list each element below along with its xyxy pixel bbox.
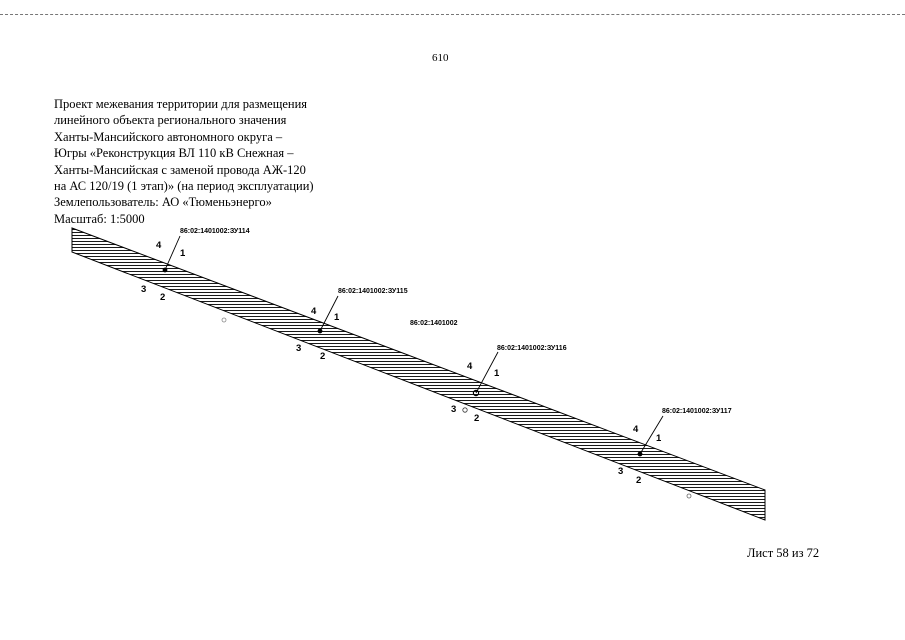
point-label-1: 1 bbox=[656, 433, 662, 444]
point-label-3: 3 bbox=[296, 343, 302, 354]
title-line: линейного объекта регионального значения bbox=[54, 113, 287, 128]
cadastral-quarter-label: 86:02:1401002 bbox=[410, 320, 458, 327]
plot-label: 86:02:1401002:ЗУ116 bbox=[497, 345, 567, 352]
plot-point-dot bbox=[638, 452, 643, 457]
title-line: Ханты-Мансийская с заменой провода АЖ-120 bbox=[54, 162, 306, 177]
map-marker-circle bbox=[687, 494, 691, 498]
page-number: 610 bbox=[432, 52, 449, 64]
plot-label: 86:02:1401002:ЗУ114 bbox=[180, 228, 250, 235]
point-label-1: 1 bbox=[180, 248, 186, 259]
leader-line bbox=[165, 236, 180, 270]
point-label-4: 4 bbox=[467, 361, 473, 372]
point-label-2: 2 bbox=[160, 292, 166, 303]
point-label-2: 2 bbox=[636, 475, 642, 486]
point-label-1: 1 bbox=[494, 368, 500, 379]
plot-point-dot bbox=[318, 329, 323, 334]
point-label-4: 4 bbox=[156, 240, 162, 251]
map-marker-circle bbox=[222, 318, 226, 322]
point-label-3: 3 bbox=[618, 466, 624, 477]
point-label-2: 2 bbox=[474, 413, 480, 424]
point-label-3: 3 bbox=[451, 404, 457, 415]
title-line: Югры «Реконструкция ВЛ 110 кВ Снежная – bbox=[54, 146, 294, 161]
landowner-line: Землепользователь: АО «Тюменьэнерго» bbox=[54, 195, 272, 210]
point-label-1: 1 bbox=[334, 312, 340, 323]
title-line: на АС 120/19 (1 этап)» (на период эксплуатации) bbox=[54, 179, 314, 194]
sheet-number: Лист 58 из 72 bbox=[747, 546, 820, 560]
plot-point-dot bbox=[163, 268, 168, 273]
point-label-3: 3 bbox=[141, 284, 147, 295]
point-label-4: 4 bbox=[633, 424, 639, 435]
row-band bbox=[72, 228, 765, 520]
plot-label: 86:02:1401002:ЗУ115 bbox=[338, 288, 408, 295]
map-marker-circle bbox=[463, 408, 467, 412]
title-line: Ханты-Мансийского автономного округа – bbox=[54, 129, 283, 144]
point-label-2: 2 bbox=[320, 351, 326, 362]
plot-label: 86:02:1401002:ЗУ117 bbox=[662, 408, 732, 415]
point-label-4: 4 bbox=[311, 306, 317, 317]
title-line: Проект межевания территории для размещения bbox=[54, 97, 308, 111]
scale-line: Масштаб: 1:5000 bbox=[54, 211, 145, 226]
